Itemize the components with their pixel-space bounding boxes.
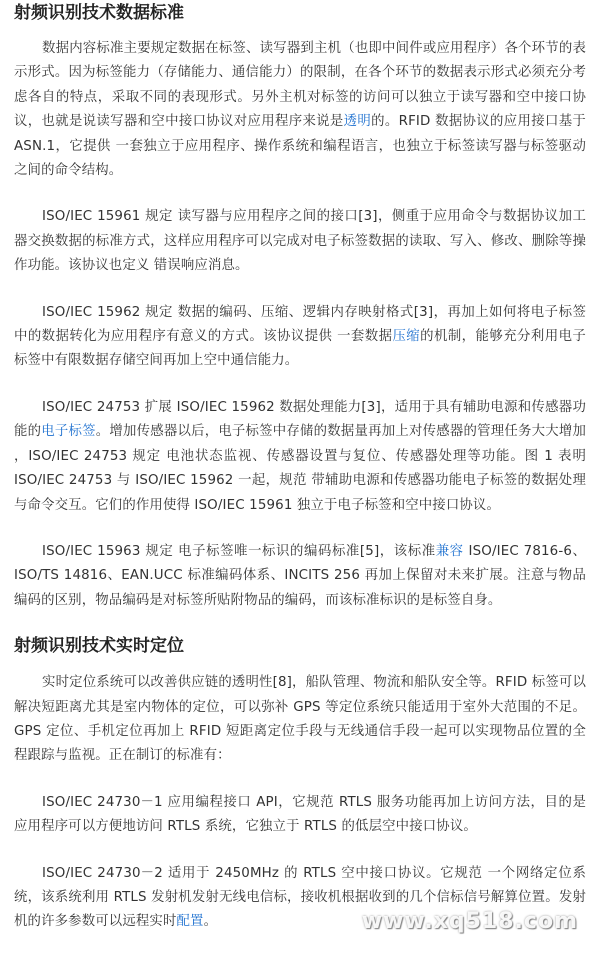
inline-link[interactable]: 配置 <box>176 914 204 930</box>
paragraph-text: ISO/IEC 24753 扩展 ISO/IEC 15962 数据处理能力[3]，适用于具有辅助电源和传感器功能的 <box>14 399 586 440</box>
inline-link[interactable]: 电子标签 <box>41 424 96 440</box>
paragraph-text: 的。RFID 数据协议的应用接口基于 ASN.1，它提供 一套独立于应用程序、操作系统和编程语言，也独立于标签读写器与标签驱动之间的命令结构。 <box>14 114 586 179</box>
paragraph <box>14 540 586 613</box>
paragraph-text: 实时定位系统可以改善供应链的透明性[8]，船队管理、物流和船队安全等。RFID 标签可以解决短距离尤其是室内物体的定位，可以弥补 GPS 等定位系统只能适用于室外大范围的不足。GPS 定位、手机定位再加上 RFID 短距离定位手段与无线通信手段一起可以实现物品位置的全程跟踪与监视。正在制订的标准有： <box>14 675 586 764</box>
inline-link[interactable]: 压缩 <box>392 329 421 345</box>
paragraph <box>14 301 586 374</box>
paragraph-text: 数据内容标准主要规定数据在标签、读写器到主机（也即中间件或应用程序）各个环节的表示形式。因为标签能力（存储能力、通信能力）的限制，在各个环节的数据表示形式必须充分考虑各自的特点，采取不同的表现形式。另外主机对标签的访问可以独立于读写器和空中接口协议，也就是说读写器和空中接口协议对应用程序来说是 <box>14 41 586 130</box>
section-heading-real-time-location: 射频识别技术实时定位 <box>14 636 184 657</box>
section-heading-data-standards: 射频识别技术数据标准 <box>14 3 184 23</box>
inline-link[interactable]: 兼容 <box>435 543 464 559</box>
paragraph <box>14 396 586 518</box>
paragraph-text: ISO/IEC 7816-6、ISO/TS 14816、EAN.UCC 标准编码体系、INCITS 256 再加上保留对未来扩展。注意与物品编码的区别，物品编码是对标签所贴附物品的编码，而该标准标识的是标签自身。 <box>14 543 586 608</box>
paragraph <box>14 37 586 183</box>
paragraph-text: ISO/IEC 15961 规定 读写器与应用程序之间的接口[3]，侧重于应用命令与数据协议加工器交换数据的标准方式，这样应用程序可以完成对电子标签数据的读取、写入、修改、删除等操作功能。该协议也定义 错误响应消息。 <box>14 209 586 274</box>
paragraph <box>14 671 586 769</box>
paragraph-text: ISO/IEC 15962 规定 数据的编码、压缩、逻辑内存映射格式[3]，再加上如何将电子标签中的数据转化为应用程序有意义的方式。该协议提供 一套数据 <box>14 304 586 345</box>
paragraph-text: 。增加传感器以后，电子标签中存储的数据量再加上对传感器的管理任务大大增加 ，ISO/IEC 24753 规定 电池状态监视、传感器设置与复位、传感器处理等功能。图 1 表明 ISO/IEC 24753 与 ISO/IEC 15962 一起，规范 带辅助电源和传感器功能电子标签的数据处理与命令交互。它们的作用使得 ISO/IEC 15961 独立于电子标签和空中接口协议。 <box>14 424 586 513</box>
paragraph <box>14 791 586 840</box>
paragraph-text: 。 <box>203 914 218 930</box>
section-body-data-standards <box>14 37 586 613</box>
paragraph-text: ISO/IEC 15963 规定 电子标签唯一标识的编码标准[5]，该标准 <box>42 543 436 559</box>
paragraph-text: ISO/IEC 24730－2 适用于 2450MHz 的 RTLS 空中接口协议。它规范 一个网络定位系统，该系统利用 RTLS 发射机发射无线电信标，接收机根据收到的几个信标信号解算位置。发射机的许多参数可以远程实时 <box>14 865 586 930</box>
section-body-real-time-location <box>14 671 586 935</box>
paragraph-text: ISO/IEC 24730－1 应用编程接口 API，它规范 RTLS 服务功能再加上访问方法，目的是应用程序可以方便地访问 RTLS 系统，它独立于 RTLS 的低层空中接口协议。 <box>14 794 586 835</box>
inline-link[interactable]: 透明 <box>343 114 372 130</box>
paragraph-text: 的机制，能够充分利用电子标签中有限数据存储空间再加上空中通信能力。 <box>14 329 586 369</box>
site-watermark: www.xq518.com <box>361 909 578 934</box>
paragraph <box>14 205 586 278</box>
